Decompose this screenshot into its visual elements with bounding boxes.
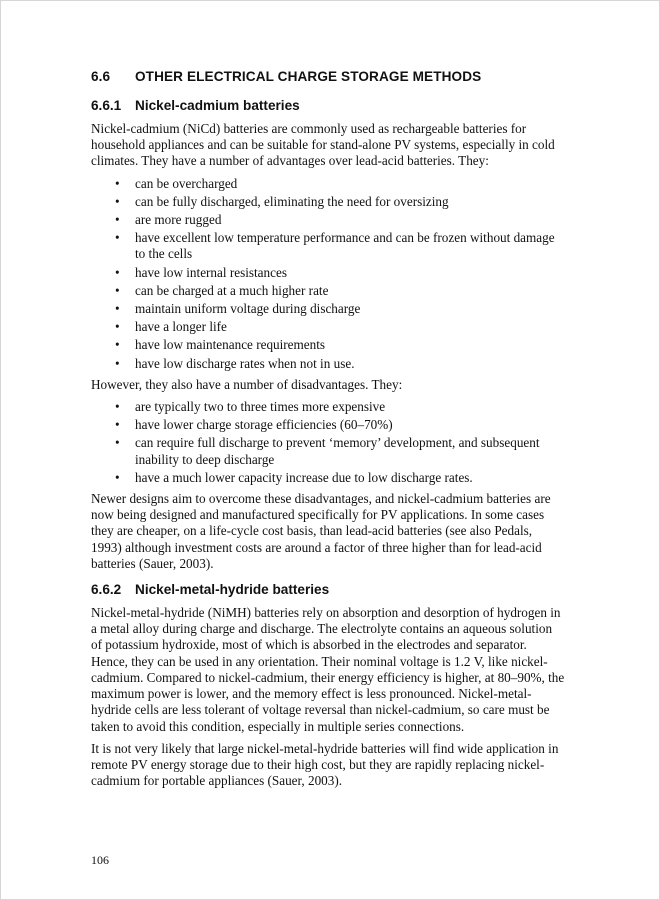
bullet-icon: • [115,230,120,246]
bullet-icon: • [115,264,120,280]
list-item [91,399,566,415]
list-item [91,417,566,433]
bullet-icon: • [115,319,120,335]
bullet-icon: • [115,175,120,191]
list-item-text: have low discharge rates when not in use. [135,355,355,371]
nicd-advantages-list [91,176,566,372]
bullet-icon: • [115,435,120,451]
list-item-text: can require full discharge to prevent ‘memory’ development, and subsequent inability to deep discharge [135,435,540,467]
list-item-text: are typically two to three times more expensive [135,399,386,415]
list-item [91,212,566,228]
list-item-text: can be overcharged [135,175,238,191]
list-item [91,176,566,192]
list-item [91,301,566,317]
subsection-number: 6.6.1 [91,98,122,113]
nimh-paragraph-1: Nickel-metal-hydride (NiMH) batteries rely on absorption and desorption of hydrogen in a metal alloy during charge and discharge. The electrolyte contains an aqueous solution of potassium hydroxide, most of which is absorbed in the electrodes and separator. Hence, they can be used in any orientation. Their nominal voltage is 1.2 V, like nickel-cadmium. Compared to nickel-cadmium, their energy efficiency is higher, at 80–90%, the maximum power is lower, and the memory effect is less pronounced. Nickel-metal-hydride cells are less tolerant of voltage reversal than nickel-cadmium, so care must be taken to avoid this condition, especially in multiple series connections. [91,605,565,734]
section-title: OTHER ELECTRICAL CHARGE STORAGE METHODS [135,69,482,84]
bullet-icon: • [115,301,120,317]
bullet-icon: • [115,337,120,353]
list-item-text: have low maintenance requirements [135,337,326,353]
subsection-heading-nimh [91,582,566,597]
list-item-text: have excellent low temperature performance and can be frozen without damage to the cells [135,230,555,262]
list-item [91,194,566,210]
bullet-icon: • [115,282,120,298]
nimh-paragraph-2: It is not very likely that large nickel-metal-hydride batteries will find wide application in remote PV energy storage due to their high cost, but they are rapidly replacing nickel-cadmium for portable appliances (Sauer, 2003). [91,740,559,789]
list-item-text: are more rugged [135,212,222,228]
list-item [91,265,566,281]
list-item-text: have a longer life [135,319,227,335]
bullet-icon: • [115,417,120,433]
page-content [91,69,566,795]
list-item-text: have low internal resistances [135,264,287,280]
nicd-conclusion-paragraph: Newer designs aim to overcome these disadvantages, and nickel-cadmium batteries are now being designed and manufactured specifically for PV applications. In some cases they are cheaper, on a life-cycle cost basis, than lead-acid batteries (see also Pedals, 1993) although investment costs are around a factor of three higher than for lead-acid batteries (Sauer, 2003). [91,491,551,571]
subsection-title: Nickel-cadmium batteries [135,98,300,113]
section-number: 6.6 [91,69,111,84]
nicd-disadvantages-list [91,399,566,486]
subsection-heading-nicd [91,98,566,113]
list-item-text: have lower charge storage efficiencies (60–70%) [135,417,393,433]
bullet-icon: • [115,355,120,371]
list-item [91,435,566,467]
list-item [91,356,566,372]
list-item-text: can be charged at a much higher rate [135,282,329,298]
list-item-text: have a much lower capacity increase due to low discharge rates. [135,469,473,485]
list-item [91,470,566,486]
nicd-disadvantages-intro: However, they also have a number of disadvantages. They: [91,376,403,392]
bullet-icon: • [115,212,120,228]
subsection-number: 6.6.2 [91,582,122,598]
list-item-text: can be fully discharged, eliminating the need for oversizing [135,193,449,209]
bullet-icon: • [115,193,120,209]
bullet-icon: • [115,469,120,485]
page-number: 106 [91,853,109,867]
section-heading [91,69,566,84]
list-item [91,283,566,299]
list-item-text: maintain uniform voltage during discharge [135,301,361,317]
nicd-intro-paragraph: Nickel-cadmium (NiCd) batteries are commonly used as rechargeable batteries for household appliances and can be suitable for stand-alone PV systems, especially in cold climates. They have a number of advantages over lead-acid batteries. They: [91,121,555,169]
subsection-title: Nickel-metal-hydride batteries [135,582,330,598]
bullet-icon: • [115,399,120,415]
list-item [91,319,566,335]
list-item [91,230,566,262]
list-item [91,337,566,353]
